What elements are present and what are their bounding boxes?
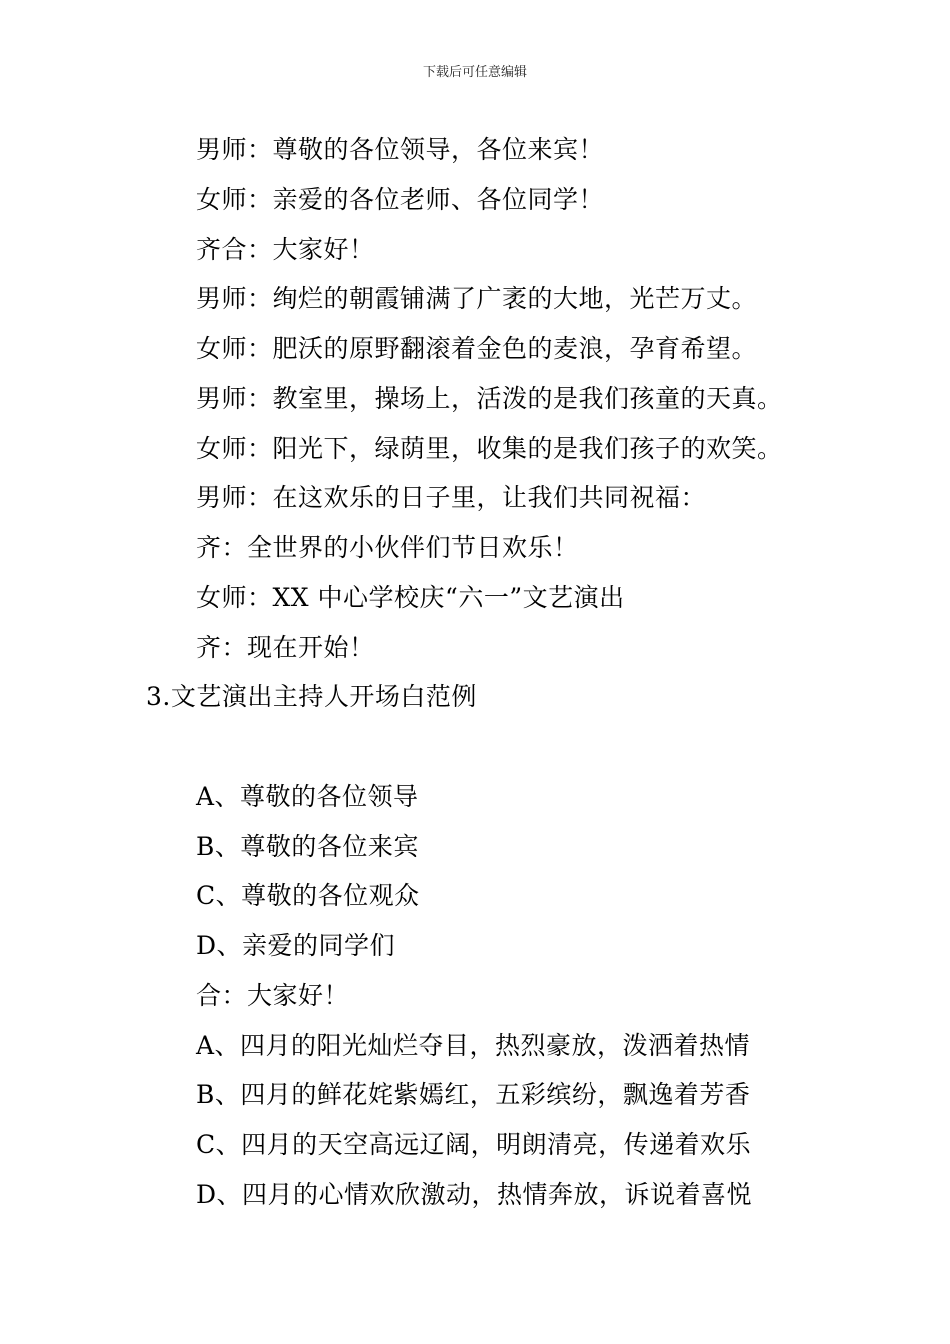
section-heading: 3.文艺演出主持人开场白范例 — [146, 682, 477, 711]
script-line: 女师：XX 中心学校庆“六一”文艺演出 — [196, 583, 625, 612]
script-line: 男师：在这欢乐的日子里，让我们共同祝福： — [196, 483, 707, 512]
script-line: 女师：阳光下，绿荫里，收集的是我们孩子的欢笑。 — [196, 434, 783, 463]
example-line: A、四月的阳光灿烂夺目，热烈豪放，泼洒着热情 — [196, 1031, 751, 1060]
page-header: 下载后可任意编辑 — [422, 65, 527, 80]
example-line: D、四月的心情欢欣激动，热情奔放，诉说着喜悦 — [196, 1180, 753, 1209]
script-line: 齐：全世界的小伙伴们节日欢乐！ — [196, 533, 579, 562]
script-line: 女师：亲爱的各位老师、各位同学！ — [196, 185, 605, 214]
example-line: B、四月的鲜花姹紫嫣红，五彩缤纷，飘逸着芳香 — [196, 1080, 751, 1109]
script-line: 齐：现在开始！ — [196, 633, 375, 662]
script-line: 女师：肥沃的原野翻滚着金色的麦浪，孕育希望。 — [196, 334, 758, 363]
example-line: B、尊敬的各位来宾 — [196, 832, 419, 861]
example-line: C、四月的天空高远辽阔，明朗清亮，传递着欢乐 — [196, 1130, 752, 1159]
script-line: 齐合：大家好！ — [196, 235, 375, 264]
script-line: 男师：教室里，操场上，活泼的是我们孩童的天真。 — [196, 384, 783, 413]
script-line: 男师：尊敬的各位领导，各位来宾！ — [196, 135, 605, 164]
script-line: 男师：绚烂的朝霞铺满了广袤的大地，光芒万丈。 — [196, 284, 758, 313]
example-line: C、尊敬的各位观众 — [196, 881, 420, 910]
example-line: A、尊敬的各位领导 — [196, 782, 419, 811]
example-line: D、亲爱的同学们 — [196, 931, 396, 960]
example-line: 合：大家好！ — [196, 981, 350, 1010]
